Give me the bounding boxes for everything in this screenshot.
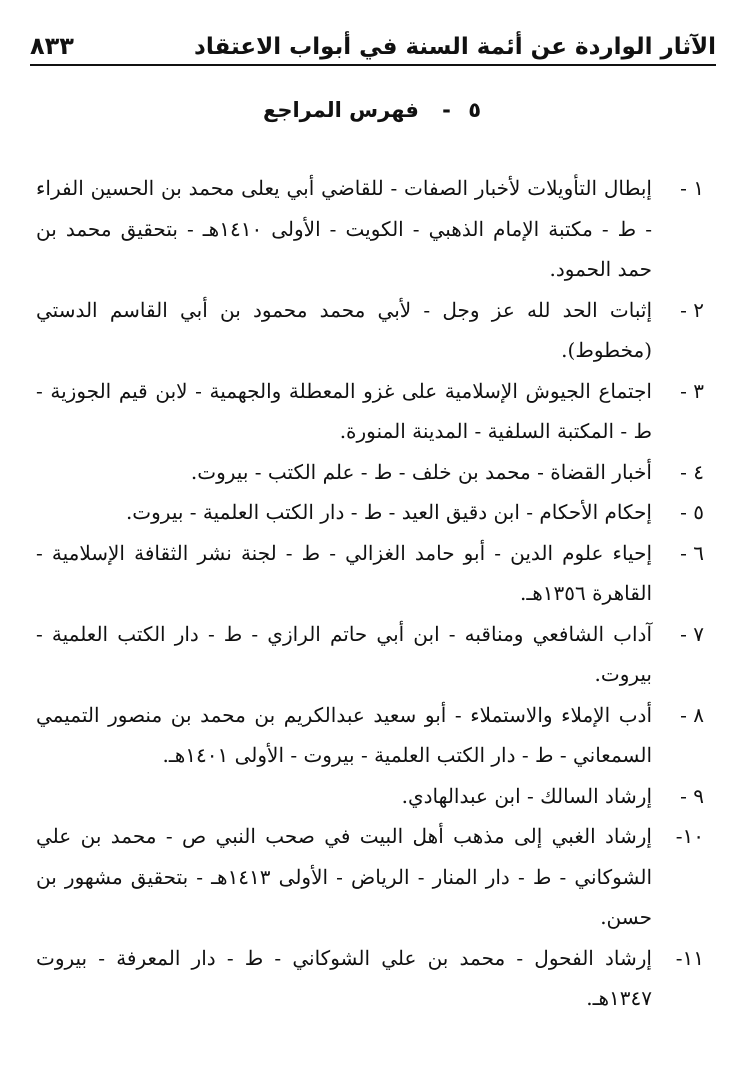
section-heading	[0, 98, 744, 122]
reference-number: ٨ -	[680, 702, 704, 727]
reference-number: ٩ -	[680, 783, 704, 808]
reference-item	[36, 371, 704, 452]
reference-text: أدب الإملاء والاستملاء - أبو سعيد عبدالكريم بن محمد بن منصور التميمي السمعاني - ط - دار الكتب العلمية - بيروت - الأولى ١٤٠١هـ.	[36, 702, 652, 767]
reference-number: ١٠-	[675, 824, 704, 848]
reference-text: إرشاد الفحول - محمد بن علي الشوكاني - ط - دار المعرفة - بيروت ١٣٤٧هـ.	[36, 945, 652, 1010]
reference-text: أخبار القضاة - محمد بن خلف - ط - علم الكتب - بيروت.	[190, 459, 652, 484]
reference-number: ١١-	[675, 945, 704, 970]
reference-number: ٧ -	[680, 621, 704, 646]
reference-text: إحكام الأحكام - ابن دقيق العيد - ط - دار الكتب العلمية - بيروت.	[125, 500, 652, 524]
reference-number: ٦ -	[680, 540, 704, 565]
reference-number: ٤ -	[680, 459, 704, 484]
reference-text: آداب الشافعي ومناقبه - ابن أبي حاتم الرازي - ط - دار الكتب العلمية - بيروت.	[36, 621, 652, 686]
reference-text: إحياء علوم الدين - أبو حامد الغزالي - ط - لجنة نشر الثقافة الإسلامية - القاهرة ١٣٥٦هـ.	[36, 540, 652, 605]
section-title: فهرس المراجع	[262, 98, 419, 122]
running-header	[30, 22, 716, 66]
page-number: ٨٣٣	[30, 32, 74, 60]
reference-item	[36, 492, 704, 533]
reference-text: إثبات الحد لله عز وجل - لأبي محمد محمود بن أبي القاسم الدستي (مخطوط).	[36, 297, 652, 362]
reference-text: إبطال التأويلات لأخبار الصفات - للقاضي أبي يعلى محمد بن الحسين الفراء - ط - مكتبة الإمام الذهبي - الكويت - الأولى ١٤١٠هـ - بتحقيق محمد بن حمد الحمود.	[36, 176, 652, 281]
reference-number: ٢ -	[680, 297, 704, 322]
header-title: الآثار الواردة عن أئمة السنة في أبواب الاعتقاد	[194, 34, 716, 60]
reference-number: ٥ -	[680, 500, 704, 524]
reference-item	[36, 776, 704, 817]
reference-text: إرشاد السالك - ابن عبدالهادي.	[401, 783, 652, 808]
reference-item	[36, 614, 704, 695]
section-dash: -	[442, 98, 451, 122]
reference-number: ٣ -	[680, 378, 704, 403]
reference-item	[36, 168, 704, 290]
reference-item	[36, 938, 704, 1019]
reference-item	[36, 533, 704, 614]
reference-text: إرشاد الغبي إلى مذهب أهل البيت في صحب النبي ص - محمد بن علي الشوكاني - ط - دار المنار - الرياض - الأولى ١٤١٣هـ - بتحقيق مشهور بن حسن.	[36, 824, 652, 929]
reference-item	[36, 290, 704, 371]
reference-item	[36, 816, 704, 938]
reference-item	[36, 695, 704, 776]
references-list	[36, 168, 704, 1019]
reference-number: ١ -	[680, 176, 704, 200]
reference-text: اجتماع الجيوش الإسلامية على غزو المعطلة والجهمية - لابن قيم الجوزية - ط - المكتبة السلفية - المدينة المنورة.	[36, 378, 652, 443]
reference-item	[36, 452, 704, 493]
section-number: ٥	[468, 98, 482, 122]
